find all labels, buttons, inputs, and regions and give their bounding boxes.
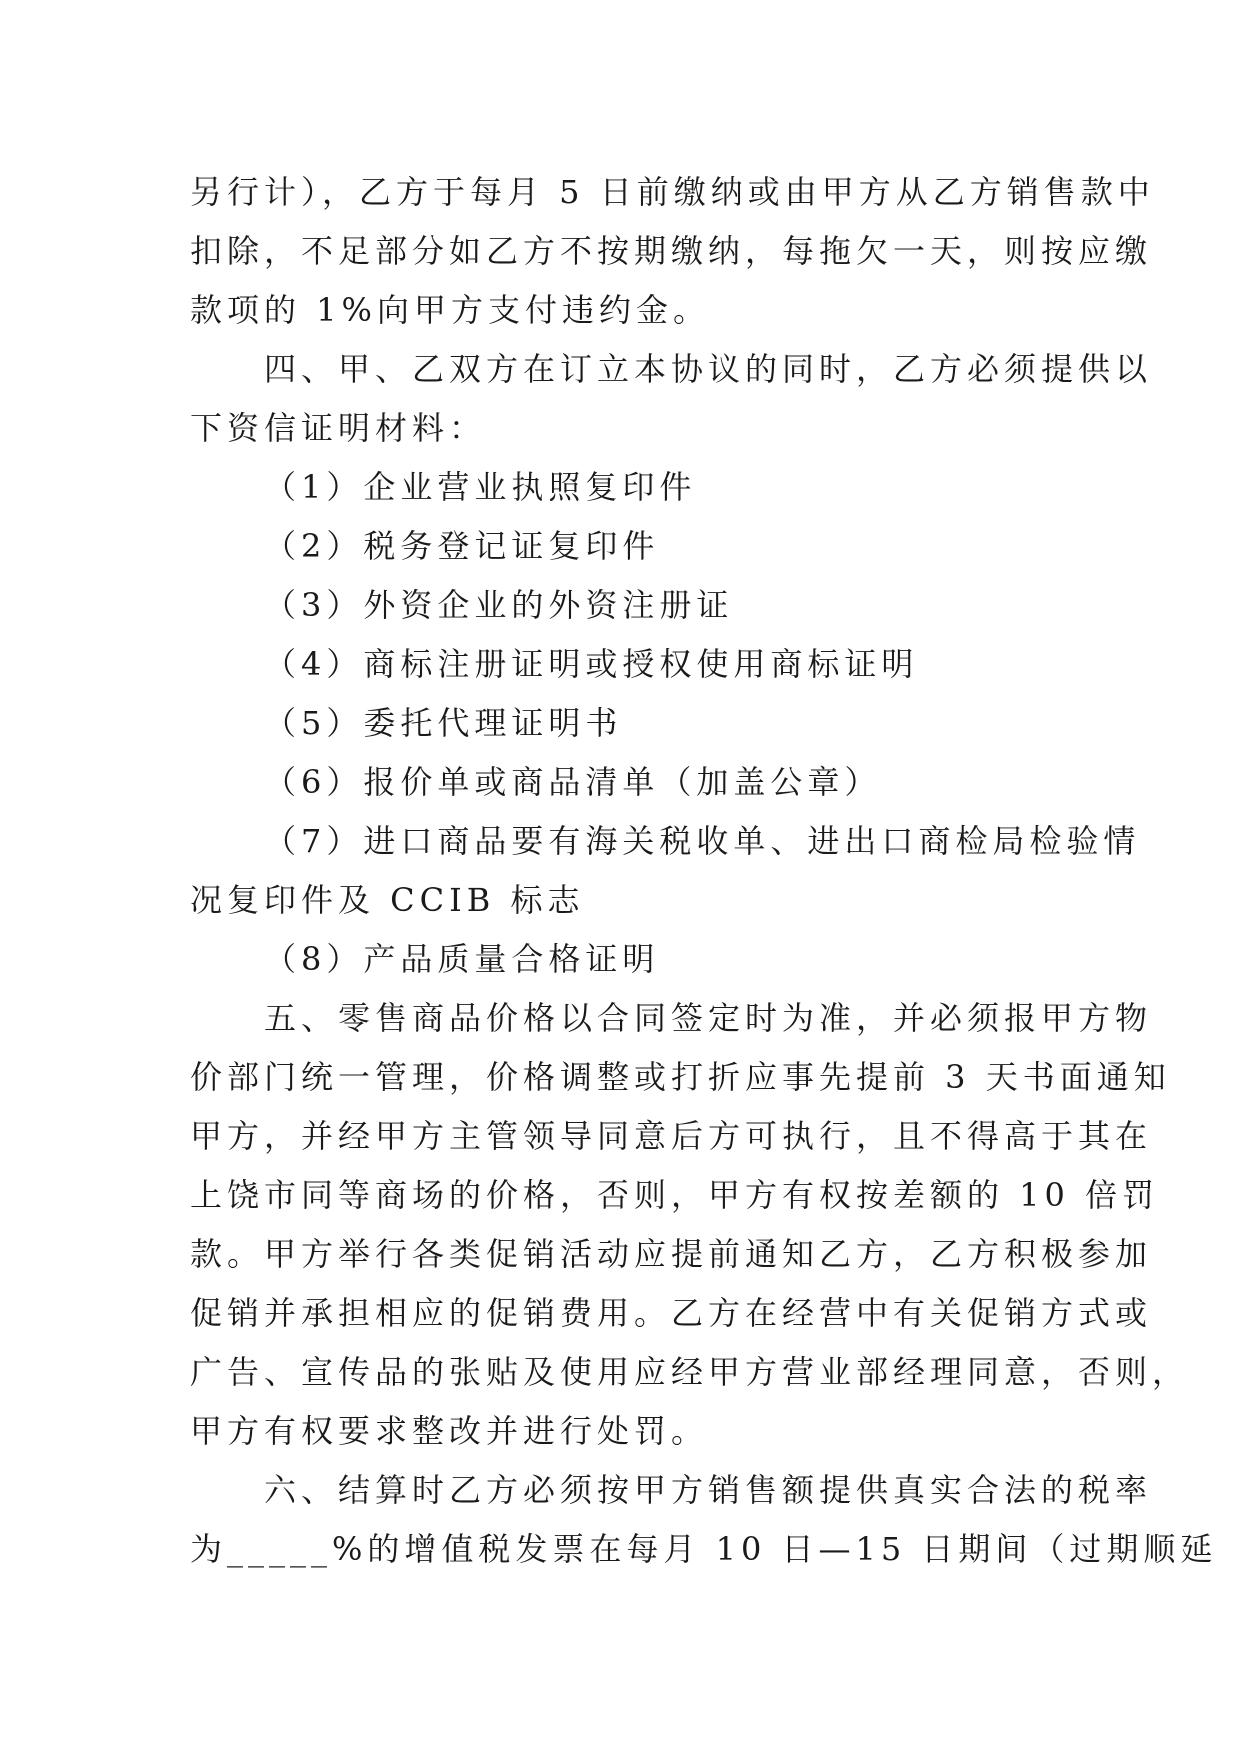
- list-item: （8）产品质量合格证明: [264, 940, 660, 978]
- paragraph-line: 甲方有权要求整改并进行处罚。: [190, 1412, 709, 1450]
- list-item: （6）报价单或商品清单（加盖公章）: [264, 763, 882, 801]
- paragraph-line: 款项的 1%向甲方支付违约金。: [190, 291, 710, 329]
- list-item: （2）税务登记证复印件: [264, 527, 660, 565]
- paragraph-line: 价部门统一管理，价格调整或打折应事先提前 3 天书面通知: [190, 1058, 1171, 1096]
- clause-six-heading: 六、结算时乙方必须按甲方销售额提供真实合法的税率: [264, 1471, 1153, 1509]
- list-item: （7）进口商品要有海关税收单、进出口商检局检验情: [264, 822, 1141, 860]
- paragraph-line: 上饶市同等商场的价格，否则，甲方有权按差额的 10 倍罚: [190, 1176, 1160, 1214]
- paragraph-line: 另行计），乙方于每月 5 日前缴纳或由甲方从乙方销售款中: [190, 173, 1155, 211]
- list-item: （5）委托代理证明书: [264, 704, 623, 742]
- paragraph-line: 广告、宣传品的张贴及使用应经甲方营业部经理同意，否则，: [190, 1353, 1190, 1391]
- paragraph-line: 甲方，并经甲方主管领导同意后方可执行，且不得高于其在: [190, 1117, 1153, 1155]
- paragraph-line: 促销并承担相应的促销费用。乙方在经营中有关促销方式或: [190, 1294, 1153, 1332]
- clause-five-heading: 五、零售商品价格以合同签定时为准，并必须报甲方物: [264, 999, 1153, 1037]
- clause-four-heading: 四、甲、乙双方在订立本协议的同时，乙方必须提供以: [264, 350, 1153, 388]
- document-body: [190, 163, 1218, 1579]
- list-item: （1）企业营业执照复印件: [264, 468, 697, 506]
- list-item-continuation: 况复印件及 CCIB 标志: [190, 881, 585, 919]
- paragraph-line: 下资信证明材料：: [190, 409, 487, 447]
- list-item: （4）商标注册证明或授权使用商标证明: [264, 645, 919, 683]
- paragraph-line: 为_____%的增值税发票在每月 10 日—15 日期间（过期顺延: [190, 1530, 1218, 1568]
- paragraph-line: 扣除，不足部分如乙方不按期缴纳，每拖欠一天，则按应缴: [190, 232, 1153, 270]
- paragraph-line: 款。甲方举行各类促销活动应提前通知乙方，乙方积极参加: [190, 1235, 1153, 1273]
- list-item: （3）外资企业的外资注册证: [264, 586, 734, 624]
